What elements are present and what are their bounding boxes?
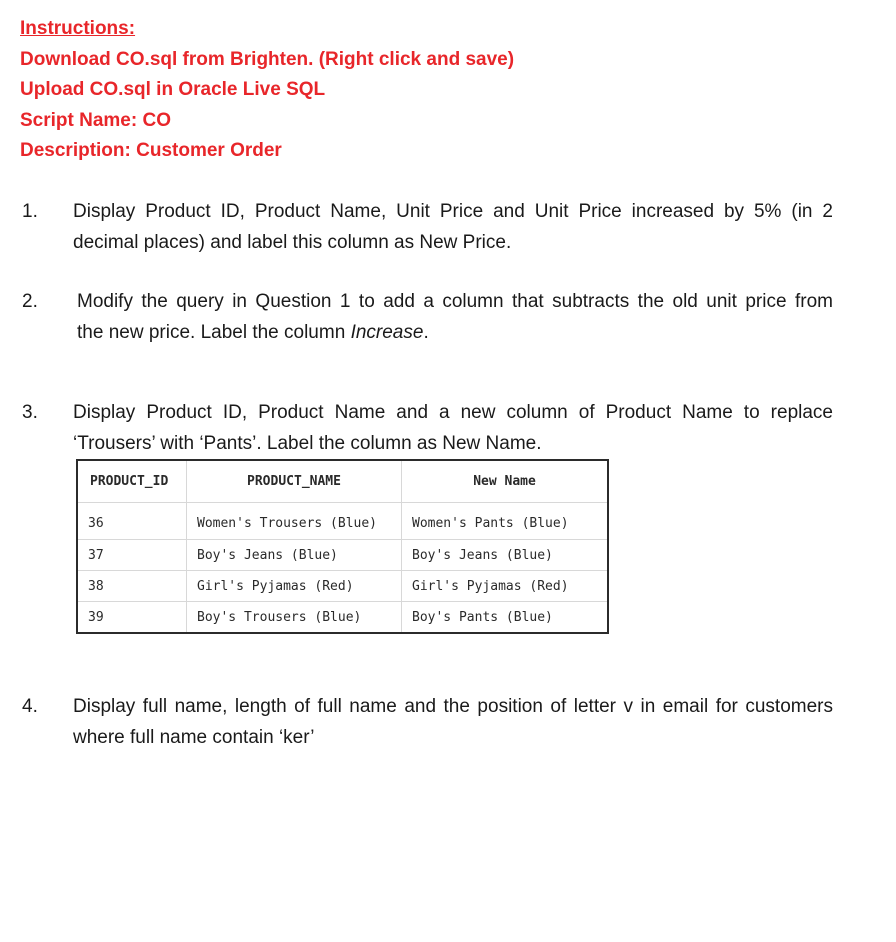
cell-product-name: Boy's Trousers (Blue) — [187, 602, 402, 634]
cell-new-name: Women's Pants (Blue) — [402, 503, 609, 540]
question-line: Display full name, length of full name and the position of letter v in email for customers — [73, 696, 833, 717]
instruction-upload: Upload CO.sql in Oracle Live SQL — [20, 79, 326, 100]
question-text — [73, 692, 833, 753]
question-line — [77, 318, 833, 349]
cell-product-id: 37 — [77, 540, 187, 571]
question-line-text: . — [423, 321, 429, 343]
question-line: Display Product ID, Product Name, Unit Price and Unit Price increased by 5% (in 2 — [73, 201, 833, 222]
instructions-block — [20, 14, 514, 167]
question-number: 3. — [22, 402, 38, 423]
cell-product-name: Women's Trousers (Blue) — [187, 503, 402, 540]
cell-new-name: Boy's Jeans (Blue) — [402, 540, 609, 571]
question-number: 2. — [22, 291, 38, 312]
table-row — [77, 571, 608, 602]
question-text — [73, 197, 833, 258]
result-table — [76, 459, 609, 634]
column-header-product-name: PRODUCT_NAME — [187, 460, 402, 503]
question-text — [73, 398, 833, 459]
cell-new-name: Girl's Pyjamas (Red) — [402, 571, 609, 602]
cell-product-id: 38 — [77, 571, 187, 602]
cell-new-name: Boy's Pants (Blue) — [402, 602, 609, 634]
question-line: Display Product ID, Product Name and a new column of Product Name to replace — [73, 402, 833, 423]
table-row — [77, 503, 608, 540]
cell-product-name: Girl's Pyjamas (Red) — [187, 571, 402, 602]
question-number: 4. — [22, 696, 38, 717]
table-row — [77, 602, 608, 634]
cell-product-name: Boy's Jeans (Blue) — [187, 540, 402, 571]
question-line-text: the new price. Label the column — [77, 321, 351, 343]
cell-product-id: 36 — [77, 503, 187, 540]
column-header-new-name: New Name — [402, 460, 609, 503]
instructions-heading: Instructions: — [20, 18, 136, 39]
question-text — [77, 287, 833, 348]
question-line: where full name contain ‘ker’ — [73, 726, 315, 748]
question-number: 1. — [22, 201, 38, 222]
cell-product-id: 39 — [77, 602, 187, 634]
instruction-download: Download CO.sql from Brighten. (Right click and save) — [20, 48, 515, 70]
question-line: decimal places) and label this column as New Price. — [73, 231, 512, 253]
instruction-description: Description: Customer Order — [20, 140, 282, 161]
column-header-product-id: PRODUCT_ID — [77, 460, 187, 503]
instruction-script-name: Script Name: CO — [20, 109, 171, 131]
table-header-row — [77, 460, 608, 503]
column-label-increase: Increase — [350, 321, 424, 343]
question-line: Modify the query in Question 1 to add a column that subtracts the old unit price from — [77, 291, 833, 312]
question-line: ‘Trousers’ with ‘Pants’. Label the column as New Name. — [73, 432, 542, 454]
table-row — [77, 540, 608, 571]
